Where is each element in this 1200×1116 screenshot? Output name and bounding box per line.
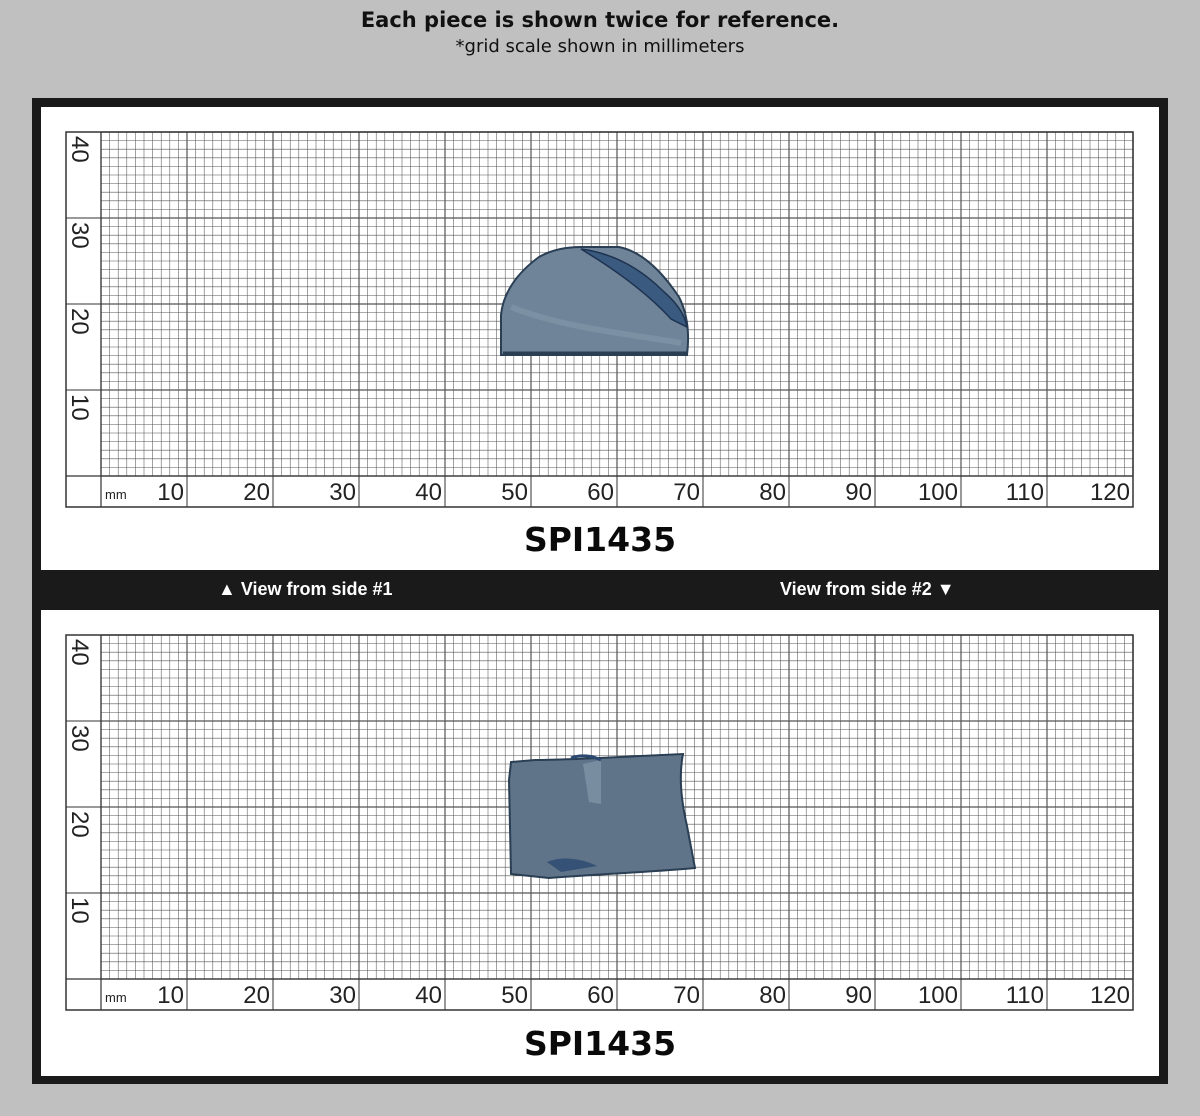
- ruler-label-x: 30: [329, 479, 356, 506]
- ruler-label-x: 90: [845, 479, 872, 506]
- ruler-label-y: 10: [66, 897, 93, 924]
- photo-frame: [32, 98, 1168, 1084]
- ruler-label-x: 100: [917, 982, 958, 1009]
- ruler-label-x: 120: [1089, 982, 1130, 1009]
- ruler-label-y: 40: [66, 639, 93, 666]
- ruler-label-x: 30: [329, 982, 356, 1009]
- grid-ruler-side-2: [41, 610, 1159, 1076]
- ruler-label-y: 40: [66, 136, 93, 163]
- ruler-label-x: 80: [759, 479, 786, 506]
- ruler-label-x: 80: [759, 982, 786, 1009]
- view-panel-side-2: [41, 610, 1159, 1076]
- view-side-1-label: ▲ View from side #1: [218, 579, 393, 599]
- sku-label-side-2: SPI1435: [523, 1024, 677, 1063]
- ruler-label-x: 120: [1089, 479, 1130, 506]
- ruler-label-y: 10: [66, 394, 93, 421]
- page-subtitle: *grid scale shown in millimeters: [455, 36, 745, 57]
- ruler-label-y: 20: [66, 811, 93, 838]
- stone-side-2: [509, 754, 695, 878]
- view-side-2-label: View from side #2 ▼: [780, 579, 955, 599]
- view-panel-side-1: [41, 107, 1159, 570]
- ruler-label-y: 30: [66, 725, 93, 752]
- ruler-label-x: 40: [415, 479, 442, 506]
- ruler-label-x: 70: [673, 479, 700, 506]
- ruler-label-x: 20: [243, 479, 270, 506]
- ruler-label-x: 40: [415, 982, 442, 1009]
- ruler-label-x: 110: [1005, 982, 1044, 1009]
- ruler-label-x: 50: [501, 479, 528, 506]
- ruler-label-x: 10: [157, 982, 184, 1009]
- ruler-label-x: 60: [587, 982, 614, 1009]
- sku-label-side-1: SPI1435: [523, 520, 677, 559]
- ruler-label-x: 50: [501, 982, 528, 1009]
- ruler-label-x: 10: [157, 479, 184, 506]
- ruler-label-x: 90: [845, 982, 872, 1009]
- ruler-label-y: 30: [66, 222, 93, 249]
- ruler-unit-label: mm: [105, 990, 127, 1005]
- grid-ruler-side-1: [41, 107, 1159, 570]
- ruler-label-x: 60: [587, 479, 614, 506]
- ruler-label-y: 20: [66, 308, 93, 335]
- ruler-label-x: 70: [673, 982, 700, 1009]
- ruler-label-x: 20: [243, 982, 270, 1009]
- ruler-unit-label: mm: [105, 487, 127, 502]
- ruler-label-x: 100: [917, 479, 958, 506]
- ruler-label-x: 110: [1005, 479, 1044, 506]
- page-title: Each piece is shown twice for reference.: [360, 8, 840, 32]
